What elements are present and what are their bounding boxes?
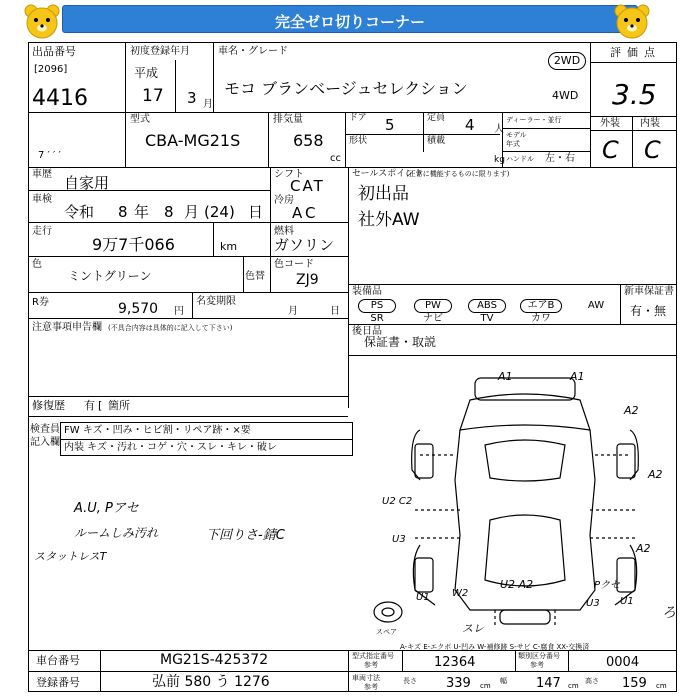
chassis-value: MG21S-425372 bbox=[160, 652, 269, 668]
capacity-unit: 人 bbox=[494, 124, 504, 135]
displacement-label: 排気量 bbox=[273, 114, 303, 125]
equipment-ps: PS bbox=[358, 299, 396, 313]
sales-point-2: 社外AW bbox=[358, 210, 420, 230]
equipment-label: 装備品 bbox=[352, 286, 382, 297]
exterior-grade: C bbox=[602, 136, 619, 164]
bear-mascot-icon bbox=[22, 2, 62, 46]
ac-label: 冷房 bbox=[274, 195, 294, 206]
doors-value: 5 bbox=[385, 116, 395, 134]
inspection-day: (24) bbox=[204, 203, 235, 221]
width-unit: cm bbox=[568, 682, 579, 690]
equipment-sr: SR bbox=[370, 313, 384, 324]
model-label: 型式 bbox=[130, 114, 150, 125]
diagram-label-a2-lower: A2 bbox=[636, 542, 651, 555]
displacement-unit: cc bbox=[330, 153, 341, 164]
inspection-year-unit: 年 bbox=[134, 203, 150, 221]
lot-marks: 7 ′ ′ ′ bbox=[38, 150, 61, 161]
handle-label: ハンドル bbox=[506, 155, 534, 163]
handwritten-note-1: A.U, Pアセ bbox=[74, 501, 139, 516]
inspection-year: 8 bbox=[118, 203, 128, 221]
diagram-label-u2a2: U2 A2 bbox=[500, 578, 534, 591]
drive-2wd: 2WD bbox=[548, 52, 586, 70]
type-designation-value: 12364 bbox=[434, 655, 476, 670]
lot-code: [2096] bbox=[34, 64, 68, 75]
color-code-value: ZJ9 bbox=[296, 272, 319, 288]
height-unit: cm bbox=[656, 682, 667, 690]
interior-label: 内装 bbox=[640, 118, 660, 129]
diagram-label-u2c2: U2 C2 bbox=[382, 496, 413, 507]
plate-value: 弘前 580 う 1276 bbox=[152, 674, 270, 690]
color-change-label: 色替 bbox=[245, 271, 265, 282]
registration-year: 17 bbox=[142, 86, 164, 106]
inspection-day-unit: 日 bbox=[248, 203, 264, 221]
repair-history-unit: 箇所 bbox=[108, 399, 130, 412]
vehicle-name-label: 車名・グレード bbox=[218, 46, 288, 57]
shift-value: CAT bbox=[290, 177, 325, 195]
equipment-tv: TV bbox=[480, 313, 494, 324]
repair-history-label: 修復歴 bbox=[32, 399, 65, 412]
category-value: 0004 bbox=[606, 655, 640, 670]
score-value: 3.5 bbox=[612, 78, 657, 111]
inspection-label: 車検 bbox=[32, 194, 52, 205]
diagram-label-sure: スレ bbox=[462, 622, 484, 635]
chassis-label: 車台番号 bbox=[36, 654, 80, 667]
diagram-label-ro: ろ bbox=[662, 605, 676, 621]
color-value: ミントグリーン bbox=[68, 269, 152, 283]
handwritten-note-4: スタットレスT bbox=[34, 550, 107, 563]
model-year-label-2: 年式 bbox=[506, 140, 520, 148]
equipment-leather: カワ bbox=[531, 313, 551, 324]
diagram-label-u1-right: U1 bbox=[620, 596, 634, 607]
registration-label: 初度登録年月 bbox=[130, 46, 190, 57]
type-designation-label: 型式指定番号 bbox=[352, 652, 394, 660]
inspector-row-1: FW キズ・凹み・ヒビ割・リペア跡・×要 bbox=[64, 425, 251, 436]
mileage-unit: km bbox=[220, 240, 238, 253]
damage-legend: A-キズ E-エクボ U-凹み W-補修跡 S-サビ C-腐食 XX-交換済 bbox=[400, 643, 590, 651]
color-code-label: 色コード bbox=[274, 259, 314, 270]
inspector-row-2: 内装 キズ・汚れ・コゲ・穴・スレ・キレ・破レ bbox=[64, 442, 277, 453]
diagram-label-a2-top: A2 bbox=[624, 404, 639, 417]
diagram-label-a1-right: A1 bbox=[570, 370, 585, 383]
vehicle-name: モコ ブランベージュセレクション bbox=[224, 79, 468, 98]
registration-month-unit: 月 bbox=[203, 99, 213, 110]
dimensions-label: 車両寸法 bbox=[352, 674, 380, 682]
diagram-label-u1-left: U1 bbox=[416, 592, 430, 603]
notes-label: 注意事項申告欄 bbox=[32, 322, 102, 333]
equipment-abs: ABS bbox=[468, 299, 506, 313]
handwritten-note-3: 下回りさ-錆C bbox=[206, 528, 285, 543]
handle-value: 左・右 bbox=[545, 153, 575, 164]
load-label: 積載 bbox=[427, 136, 446, 146]
type-designation-ref: 参考 bbox=[364, 661, 378, 669]
registration-month: 3 bbox=[187, 89, 197, 107]
model-value: CBA-MG21S bbox=[145, 131, 241, 150]
diagram-label-a2-right: A2 bbox=[648, 468, 663, 481]
handwritten-note-2: ルームしみ汚れ bbox=[74, 526, 159, 540]
inspection-month-unit: 月 bbox=[184, 203, 200, 221]
fuel-label: 燃料 bbox=[274, 226, 294, 237]
length-label: 長さ bbox=[403, 677, 417, 685]
interior-grade: C bbox=[644, 136, 661, 164]
documents-value: 保証書・取説 bbox=[364, 335, 437, 349]
title-expiry-label: 名変期限 bbox=[196, 296, 236, 307]
color-label: 色 bbox=[32, 259, 42, 270]
title-expiry-month-unit: 月 bbox=[288, 306, 298, 317]
displacement-value: 658 bbox=[293, 131, 324, 150]
height-label: 高さ bbox=[585, 677, 599, 685]
diagram-label-a1-left: A1 bbox=[498, 370, 513, 383]
equipment-aw: AW bbox=[587, 300, 605, 311]
sales-points-label: セールスポイント bbox=[352, 169, 424, 179]
capacity-value: 4 bbox=[465, 116, 475, 134]
mileage-value: 9万7千066 bbox=[92, 235, 175, 254]
inspection-era: 令和 bbox=[64, 203, 95, 221]
inspector-label-2: 記入欄 bbox=[30, 437, 60, 448]
repair-history-value: 有 bbox=[84, 399, 95, 412]
model-year-label: モデル bbox=[506, 131, 527, 139]
diagram-label-spare: スペア bbox=[376, 628, 397, 636]
shift-label: シフト bbox=[274, 169, 304, 180]
documents-label: 後日品 bbox=[352, 326, 382, 337]
equipment-airbag: エアB bbox=[520, 299, 562, 313]
new-manual-label: 新車保証書 bbox=[624, 286, 674, 297]
plate-label: 登録番号 bbox=[36, 676, 80, 689]
registration-era: 平成 bbox=[134, 66, 159, 80]
diagram-label-u3-right: U3 bbox=[586, 598, 600, 609]
equipment-pw: PW bbox=[414, 299, 452, 313]
length-value: 339 bbox=[446, 676, 471, 691]
mileage-label: 走行 bbox=[32, 226, 52, 237]
usage-value: 自家用 bbox=[64, 174, 110, 192]
load-unit: kg bbox=[494, 155, 505, 165]
new-manual-value: 有・無 bbox=[630, 304, 667, 318]
header-title: 完全ゼロ切りコーナー bbox=[274, 13, 425, 31]
height-value: 159 bbox=[622, 676, 647, 691]
ac-value: AC bbox=[292, 204, 319, 222]
dealer-label: ディーラー・並行 bbox=[506, 116, 562, 124]
dimensions-ref: 参考 bbox=[364, 683, 378, 691]
usage-label: 車歴 bbox=[32, 169, 52, 180]
notes-sublabel: (不具合内容は具体的に記入して下さい) bbox=[108, 324, 233, 332]
inspector-label: 検査員 bbox=[30, 424, 60, 435]
bear-mascot-icon bbox=[612, 2, 652, 46]
score-label: 評価点 bbox=[610, 46, 661, 59]
exterior-label: 外装 bbox=[600, 118, 620, 129]
recycle-value: 9,570 bbox=[118, 301, 159, 317]
lot-number: 4416 bbox=[32, 86, 88, 111]
repair-history-bracket: [ bbox=[98, 399, 103, 412]
length-unit: cm bbox=[480, 682, 491, 690]
width-label: 幅 bbox=[500, 677, 507, 685]
sales-points-sublabel: (正常に機能するものに限ります) bbox=[406, 170, 510, 178]
recycle-label: R券 bbox=[32, 297, 49, 308]
header-banner bbox=[62, 5, 638, 33]
doors-label: ドア bbox=[349, 113, 367, 123]
sales-point-1: 初出品 bbox=[358, 184, 409, 204]
category-ref: 参考 bbox=[530, 661, 544, 669]
inspection-month: 8 bbox=[164, 203, 174, 221]
capacity-label: 定員 bbox=[427, 113, 446, 123]
category-label: 類別区分番号 bbox=[518, 652, 560, 660]
diagram-label-u3-left: U3 bbox=[392, 534, 406, 545]
diagram-label-pkuse: Pクセ bbox=[594, 580, 621, 591]
diagram-label-w2: W2 bbox=[452, 588, 469, 599]
fuel-value: ガソリン bbox=[274, 236, 335, 254]
shape-label: 形状 bbox=[349, 136, 368, 146]
title-expiry-day-unit: 日 bbox=[330, 306, 340, 317]
lot-number-label: 出品番号 bbox=[32, 45, 76, 58]
drive-4wd: 4WD bbox=[552, 89, 579, 102]
width-value: 147 bbox=[536, 676, 561, 691]
recycle-unit: 円 bbox=[174, 306, 184, 317]
equipment-navi: ナビ bbox=[423, 313, 443, 324]
